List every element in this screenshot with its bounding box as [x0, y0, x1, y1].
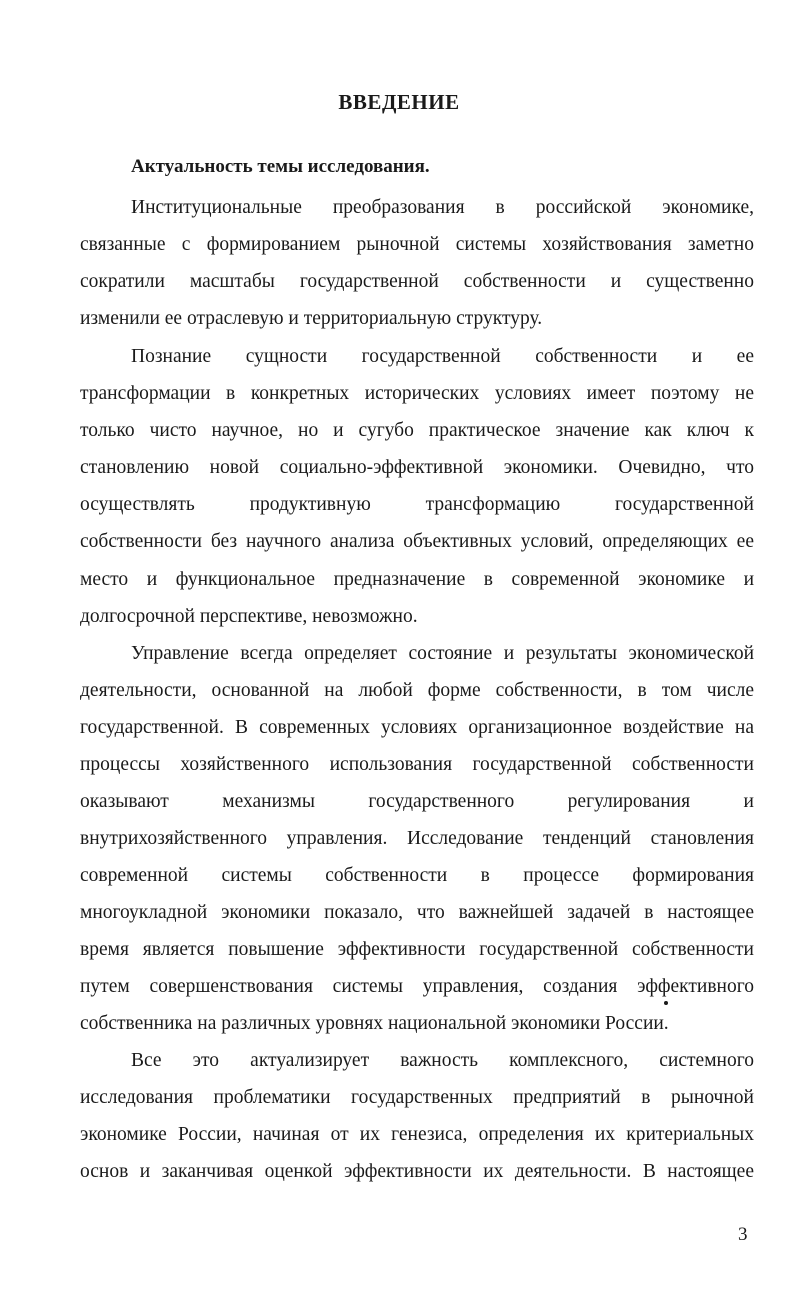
text-line: современной системы собственности в процессе формирования — [80, 865, 754, 886]
text-line: трансформации в конкретных исторических условиях имеет поэтому не — [80, 383, 754, 404]
section-subheading: Актуальность темы исследования. — [131, 156, 430, 177]
text-line: становлению новой социально-эффективной экономики. Очевидно, что — [80, 457, 754, 478]
text-line: собственности без научного анализа объективных условий, определяющих ее — [80, 531, 754, 552]
page-number: 3 — [738, 1224, 748, 1245]
text-line: государственной. В современных условиях организационное воздействие на — [80, 717, 754, 738]
text-line: Институциональные преобразования в российской экономике, — [131, 197, 754, 218]
text-line: процессы хозяйственного использования государственной собственности — [80, 754, 754, 775]
text-line: изменили ее отраслевую и территориальную структуру. — [80, 308, 543, 329]
text-line: основ и заканчивая оценкой эффективности их деятельности. В настоящее — [80, 1161, 754, 1182]
text-line: время является повышение эффективности государственной собственности — [80, 939, 754, 960]
text-line: осуществлять продуктивную трансформацию государственной — [80, 494, 754, 515]
text-line: многоукладной экономики показало, что важнейшей задачей в настоящее — [80, 902, 754, 923]
text-line: долгосрочной перспективе, невозможно. — [80, 606, 418, 627]
text-line: исследования проблематики государственных предприятий в рыночной — [80, 1087, 754, 1108]
text-line: Управление всегда определяет состояние и результаты экономической — [131, 643, 754, 664]
text-line: собственника на различных уровнях национальной экономики России. — [80, 1013, 669, 1034]
text-line: только чисто научное, но и сугубо практическое значение как ключ к — [80, 420, 754, 441]
text-line: внутрихозяйственного управления. Исследование тенденций становления — [80, 828, 754, 849]
page-title: ВВЕДЕНИЕ — [338, 90, 460, 114]
text-line: связанные с формированием рыночной системы хозяйствования заметно — [80, 234, 754, 255]
text-line: сократили масштабы государственной собственности и существенно — [80, 271, 754, 292]
text-line: экономике России, начиная от их генезиса, определения их критериальных — [80, 1124, 754, 1145]
text-line: место и функциональное предназначение в современной экономике и — [80, 569, 754, 590]
text-line: Познание сущности государственной собственности и ее — [131, 346, 754, 367]
text-line: Все это актуализирует важность комплексного, системного — [131, 1050, 754, 1071]
scan-speck — [664, 1001, 668, 1005]
text-line: путем совершенствования системы управления, создания эффективного — [80, 976, 754, 997]
text-line: деятельности, основанной на любой форме собственности, в том числе — [80, 680, 754, 701]
text-line: оказывают механизмы государственного регулирования и — [80, 791, 754, 812]
